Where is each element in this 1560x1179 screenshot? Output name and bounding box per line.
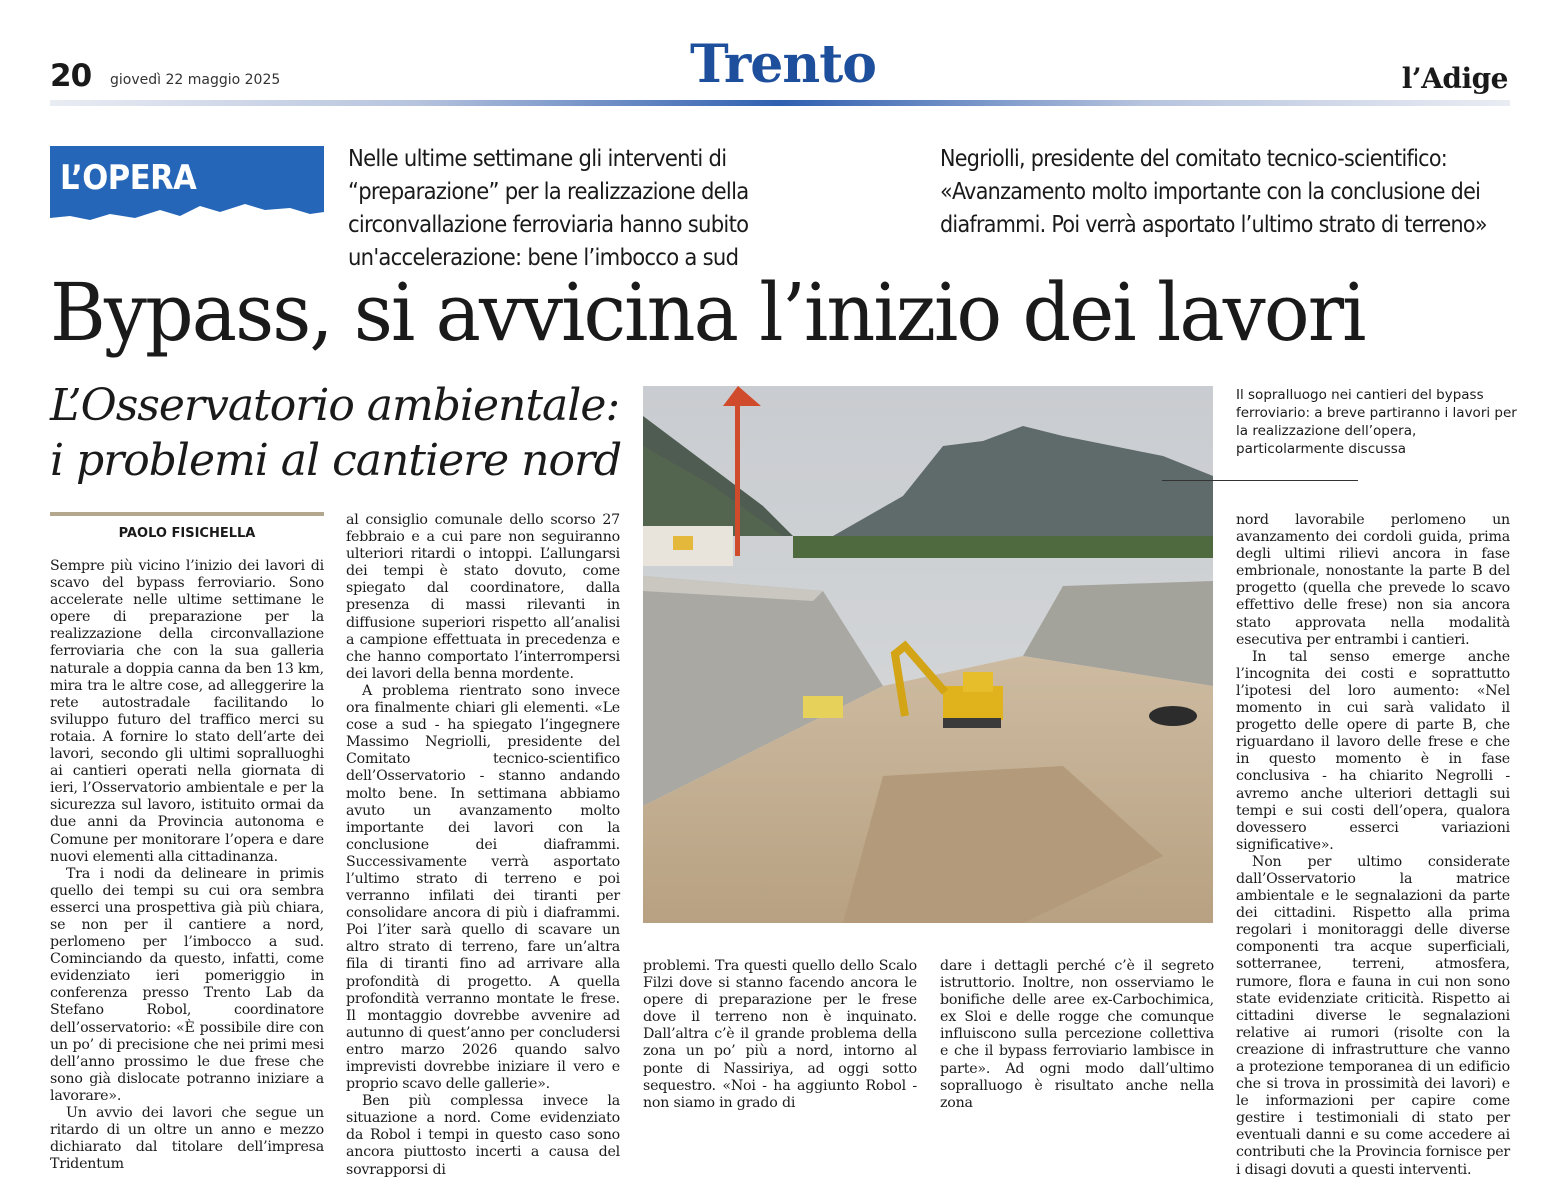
- photo-caption: Il sopralluogo nei cantieri del bypass ferroviario: a breve partiranno i lavori per la realizzazione dell’opera, particolarmente discussa: [1236, 387, 1517, 457]
- publication-logo: l’Adige: [1401, 62, 1508, 95]
- byline: PAOLO FISICHELLA: [118, 526, 256, 541]
- paragraph: problemi. Tra questi quello dello Scalo Filzi dove si stanno facendo ancora le opere di preparazione per le frese dove il terreno non è inquinato. Dall’altra c’è il grande problema della zona un po’ più a nord, intorno al ponte di Nassiriya, ad oggi sotto sequestro. «Noi - ha aggiunto Robol - non siamo in grado di: [643, 958, 917, 1111]
- subheadline: [50, 378, 630, 488]
- paragraph: In tal senso emerge anche l’incognita dei costi e soprattutto l’ipotesi del loro aumento: «Nel momento in cui sarà validato il progetto delle opere di parte B, che riguardano il lavoro delle frese e che in questo momento è in fase conclusiva - ha chiarito Negrolli - avremo anche ulteriori dettagli sui tempi e sui costi dell’opera, qualora dovessero esserci variazioni significative».: [1236, 648, 1510, 853]
- construction-site-photo: [643, 386, 1213, 923]
- paragraph: Tra i nodi da delineare in primis quello dei tempi su cui ora sembra esserci una prospettiva già più chiara, se non per il cantiere a nord, perlomeno per l’imbocco a sud. Cominciando da questo, infatti, come evidenziato ieri pomeriggio in conferenza presso Trento Lab da Stefano Robol, coordinatore dell’osservatorio: «È possibile dire con un po’ di precisione che nei primi mesi dell’anno prossimo le due frese che sono già dislocate potranno iniziare a lavorare».: [50, 865, 324, 1104]
- page-number: 20: [50, 58, 92, 94]
- paragraph: Non per ultimo considerate dall’Osservatorio la matrice ambientale e le segnalazioni da parte dei cittadini. Rispetto alla prima regolari i monitoraggi delle diverse componenti tra acque superficiali, sotterranee, terreni, atmosfera, rumore, flora e fauna in cui non sono state evidenziate criticità. Rispetto ai cittadini diverse le segnalazioni relative ai rumori (risolte con la creazione di infrastrutture che vanno a protezione temporanea di un edificio che si trova in prossimità dei lavori) e le informazioni per capire come gestire i testimoniali di stato per eventuali danni e su come accedere ai contributi che la Provincia fornisce per i disagi dovuti a questi interventi.: [1236, 853, 1510, 1178]
- kicker-label: L’OPERA: [60, 158, 197, 198]
- issue-date: giovedì 22 maggio 2025: [110, 72, 281, 88]
- header-rule: [50, 100, 1510, 106]
- paragraph: Ben più complessa invece la situazione a nord. Come evidenziato da Robol i tempi in questo caso sono ancora piuttosto incerti a causa del sovrapporsi di: [346, 1093, 620, 1178]
- subheadline-line-1: L’Osservatorio ambientale:: [50, 380, 620, 431]
- article-column-3: [643, 958, 917, 1112]
- summary-right: Negriolli, presidente del comitato tecnico-scientifico: «Avanzamento molto importante con la conclusione dei diaframmi. Poi verrà asportato l’ultimo strato di terreno»: [940, 146, 1487, 238]
- section-title: Trento: [690, 34, 876, 95]
- summary-left: Nelle ultime settimane gli interventi di “preparazione” per la realizzazione della circonvallazione ferroviaria hanno subito un'accelerazione: bene l’imbocco a sud: [348, 146, 749, 271]
- paragraph: Un avvio dei lavori che segue un ritardo di un oltre un anno e mezzo dichiarato dal titolare dell’impresa Tridentum: [50, 1105, 324, 1173]
- article-column-1: [50, 558, 324, 1173]
- article-column-2: [346, 512, 620, 1179]
- paragraph: Sempre più vicino l’inizio dei lavori di scavo del bypass ferroviario. Sono accelerate nelle ultime settimane le opere di preparazione per la realizzazione della circonvallazione ferroviaria che con la sua galleria naturale a doppia canna da ben 13 km, mira tra le altre cose, ad alleggerire la rete autostradale facilitando lo sviluppo futuro del traffico merci su rotaia. A fornire lo stato dell’arte dei lavori, secondo gli ultimi sopralluoghi ai cantieri operati nella giornata di ieri, l’Osservatorio ambientale e per la sicurezza sul lavoro, istituito ormai da due anni da Provincia autonoma e Comune per monitorare l’opera e dare nuovi elementi alla cittadinanza.: [50, 558, 324, 865]
- caption-rule: [1162, 480, 1358, 481]
- paragraph: nord lavorabile perlomeno un avanzamento dei cordoli guida, prima degli ultimi rilievi ancora in fase embrionale, nonostante la parte B del progetto (quella che prevede lo scavo effettivo delle frese) non sia ancora stato approvata nella modalità esecutiva per entrambi i cantieri.: [1236, 512, 1510, 648]
- article-column-5: [1236, 512, 1510, 1179]
- article-column-4: [940, 958, 1214, 1112]
- byline-rule: [50, 512, 324, 516]
- excavation-photo-illustration: [643, 386, 1213, 923]
- subheadline-line-2: i problemi al cantiere nord: [50, 435, 622, 486]
- headline: Bypass, si avvicina l’inizio dei lavori: [50, 266, 1365, 359]
- paragraph: dare i dettagli perché c’è il segreto istruttorio. Inoltre, non osserviamo le bonifiche delle aree ex-Carbochimica, ex Sloi e delle rogge che comunque influiscono sulla percezione collettiva e che il bypass ferroviario lambisce in parte». Ad ogni modo dall’ultimo sopralluogo è risultato anche nella zona: [940, 958, 1214, 1111]
- paragraph: al consiglio comunale dello scorso 27 febbraio e a cui pare non seguiranno ulteriori ritardi o intoppi. L’allungarsi dei tempi è stato dovuto, come spiegato dal coordinatore, dalla presenza di massi rilevanti in diffusione superiori rispetto all’analisi a campione effettuata in precedenza e che hanno comportato l’interrompersi dei lavori della benna mordente.: [346, 512, 620, 682]
- paragraph: A problema rientrato sono invece ora finalmente chiari gli elementi. «Le cose a sud - ha spiegato l’ingegnere Massimo Negriolli, presidente del Comitato tecnico-scientifico dell’Osservatorio - stanno andando molto bene. In settimana abbiamo avuto un avanzamento molto importante dei lavori con la conclusione dei diaframmi. Successivamente verrà asportato l’ultimo strato di terreno e poi verranno infilati dei tiranti per consolidare ancora di più i diaframmi. Poi l’iter sarà quello di scavare un altro strato di terreno, fare un’altra fila di tiranti fino ad arrivare alla profondità di progetto. A quella profondità verranno montate le frese. Il montaggio dovrebbe avvenire ad autunno di quest’anno per concludersi entro marzo 2026 quando salvo imprevisti dovrebbe iniziare il vero e proprio scavo delle gallerie».: [346, 682, 620, 1093]
